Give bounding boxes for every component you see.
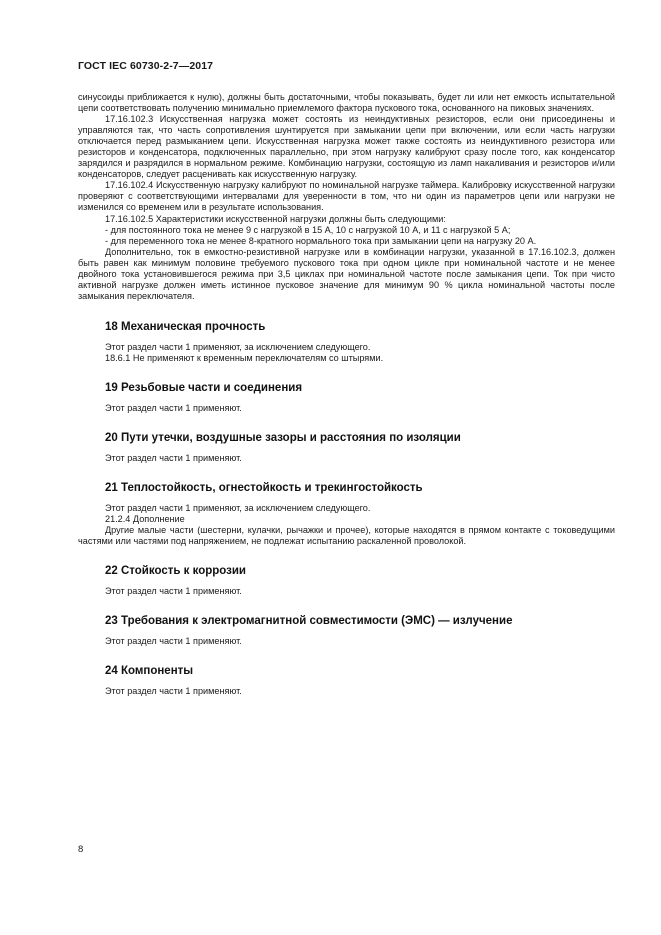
section-paragraph: Этот раздел части 1 применяют. [105, 402, 242, 413]
section-heading-18: 18 Механическая прочность [105, 320, 266, 333]
section-paragraph: Этот раздел части 1 применяют. [105, 686, 242, 697]
intro-paragraph: 17.16.102.5 Характеристики искусственной нагрузки должны быть следующими: [105, 213, 446, 224]
section-heading-22: 22 Стойкость к коррозии [105, 565, 246, 578]
section-heading-20: 20 Пути утечки, воздушные зазоры и расстояния по изоляции [105, 432, 461, 445]
section-paragraph: Этот раздел части 1 применяют, за исключением следующего. [105, 341, 371, 352]
section-paragraph: Этот раздел части 1 применяют, за исключением следующего. [105, 503, 371, 514]
section-paragraph: Другие малые части (шестерни, кулачки, рычажки и прочее), которые находятся в прямом контакте с токоведущими частями или частями под напряжением, не подлежат испытанию раскаленной проволокой. [78, 525, 615, 547]
section-paragraph: Этот раздел части 1 применяют. [105, 586, 242, 597]
section-heading-19: 19 Резьбовые части и соединения [105, 381, 303, 394]
document-header: ГОСТ IEC 60730-2-7—2017 [78, 60, 214, 72]
page-number: 8 [78, 844, 84, 855]
intro-paragraph: - для переменного тока не менее 8-кратного нормального тока при замыкании цепи на нагрузку 20 А. [105, 235, 537, 246]
section-heading-21: 21 Теплостойкость, огнестойкость и трекингостойкость [105, 482, 423, 495]
section-heading-23: 23 Требования к электромагнитной совместимости (ЭМС) — излучение [105, 615, 513, 628]
intro-paragraph: синусоиды приближается к нулю), должны быть достаточными, чтобы показывать, будет ли или нет емкость испытательной цепи соответствовать получению минимально приемлемого фактора пускового тока, основанного на пиковых значениях. [78, 92, 615, 114]
section-heading-24: 24 Компоненты [105, 665, 194, 678]
intro-paragraph: - для постоянного тока не менее 9 с нагрузкой в 15 А, 10 с нагрузкой 10 А, и 11 с нагрузкой 5 А; [105, 224, 511, 235]
section-paragraph: 18.6.1 Не применяют к временным переключателям со штырями. [105, 352, 384, 363]
intro-paragraph: Дополнительно, ток в емкостно-резистивной нагрузке или в комбинации нагрузки, указанной в 17.16.102.3, должен быть равен как минимум половине требуемого пускового тока при одном цикле при номинальной частоте и не менее двойного тока установившегося режима при 3,5 циклах при номинальной частоте после замыкания цепи. Ток при чисто активной нагрузке должен иметь истинное пусковое значение для минимум 90 % цикла номинальной частоты после замыкания переключателя. [78, 246, 615, 301]
section-paragraph: Этот раздел части 1 применяют. [105, 453, 242, 464]
section-paragraph: Этот раздел части 1 применяют. [105, 636, 242, 647]
document-body [78, 92, 615, 697]
intro-paragraph: 17.16.102.4 Искусственную нагрузку калибруют по номинальной нагрузке таймера. Калибровку искусственной нагрузки проверяют с соответствующими интервалами для уверенности в том, что ни один из параметров цепи или нагрузки не изменился со временем или в результате использования. [78, 180, 615, 213]
intro-paragraph: 17.16.102.3 Искусственная нагрузка может состоять из неиндуктивных резисторов, если они присоединены и управляются так, что часть сопротивления шунтируется при замыкании цепи при включении, или если часть нагрузки отключается перед размыканием цепи. Искусственная нагрузка может также состоять из неиндуктивного резистора или резисторов и конденсатора, подключенных параллельно, при этом нагрузку калибруют сразу после того, как конденсатор зарядился и разрядился в нормальном режиме. Комбинацию нагрузки, состоящую из ламп накаливания и резисторов и/или конденсаторов, следует расценивать как искусственную нагрузку. [78, 114, 615, 180]
section-paragraph: 21.2.4 Дополнение [105, 514, 185, 525]
